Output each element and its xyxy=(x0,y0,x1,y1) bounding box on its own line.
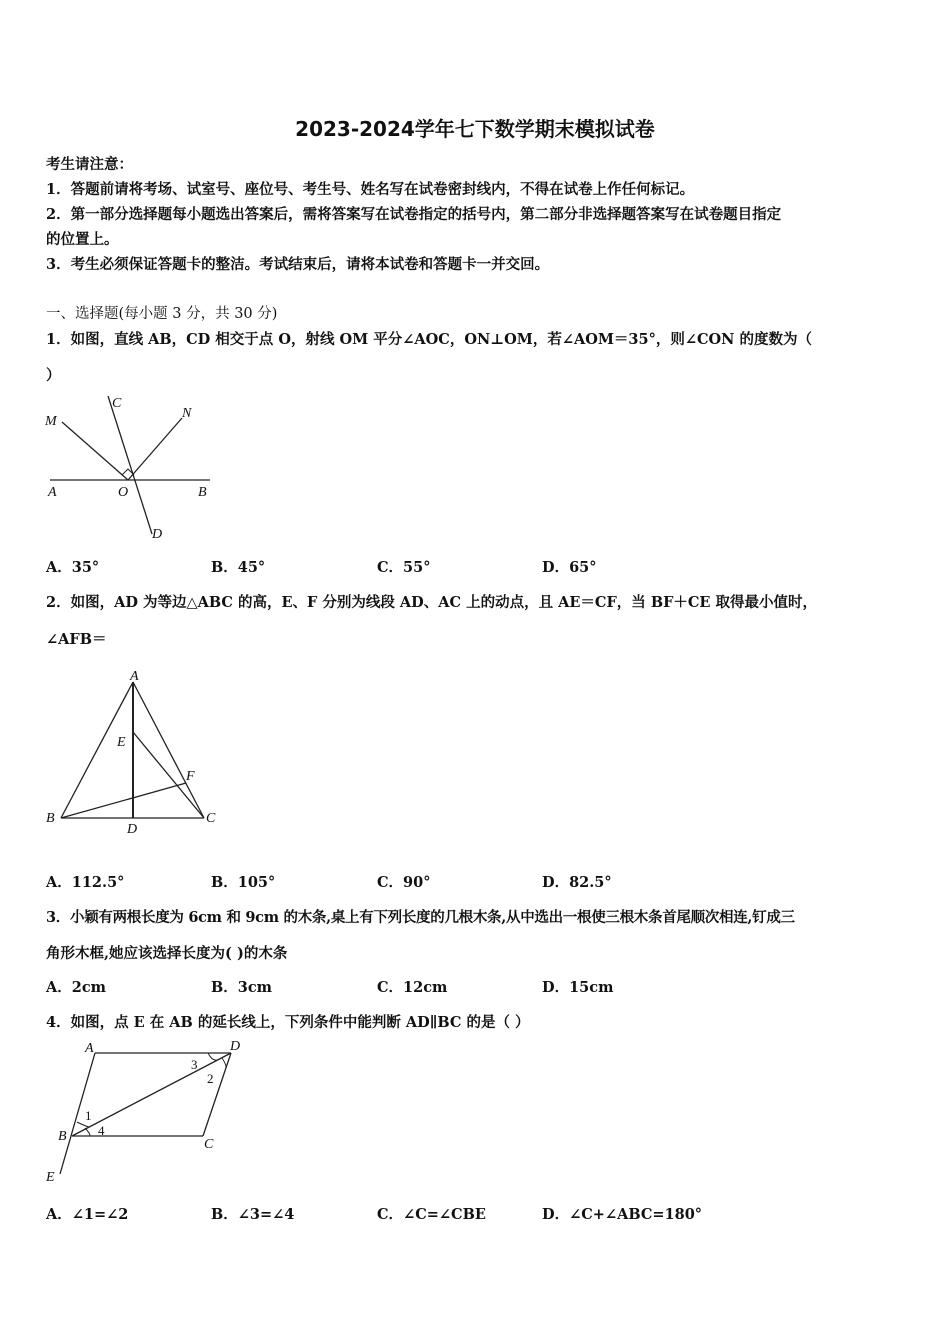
notice-item-2-cont: 的位置上。 xyxy=(46,231,119,248)
q3-option-c: C．12cm xyxy=(377,979,448,996)
q1-option-a: A．35° xyxy=(46,559,100,576)
fig1-label-m: M xyxy=(45,414,57,429)
fig4-label-b: B xyxy=(58,1129,67,1144)
fig2-label-a: A xyxy=(130,669,139,684)
q2-option-a: A．112.5° xyxy=(46,874,125,891)
question-1-figure xyxy=(40,388,220,548)
fig4-label-e: E xyxy=(46,1170,55,1185)
fig1-label-a: A xyxy=(48,485,57,500)
fig1-label-d: D xyxy=(152,527,163,542)
notice-item-3: 3．考生必须保证答题卡的整洁。考试结束后，请将本试卷和答题卡一并交回。 xyxy=(46,256,550,273)
fig4-label-4: 4 xyxy=(98,1123,105,1138)
q2-option-d: D．82.5° xyxy=(542,874,612,891)
q3-option-b: B．3cm xyxy=(211,979,273,996)
fig4-label-2: 2 xyxy=(207,1071,214,1086)
q3-option-a: A．2cm xyxy=(46,979,107,996)
fig4-label-c: C xyxy=(204,1137,214,1152)
fig4-label-a: A xyxy=(85,1041,94,1056)
notice-heading: 考生请注意： xyxy=(46,156,133,173)
q1-option-c: C．55° xyxy=(377,559,431,576)
fig1-label-b: B xyxy=(198,485,207,500)
notice-item-2: 2．第一部分选择题每小题选出答案后，需将答案写在试卷指定的括号内，第二部分非选择题答案写在试卷题目指定 xyxy=(46,206,782,223)
q4-option-d: D．∠C+∠ABC=180° xyxy=(542,1206,703,1223)
q2-option-c: C．90° xyxy=(377,874,431,891)
fig1-label-o: O xyxy=(118,485,129,500)
fig2-label-f: F xyxy=(186,769,195,784)
q3-option-d: D．15cm xyxy=(542,979,614,996)
question-4-figure xyxy=(40,1036,255,1186)
q1-option-d: D．65° xyxy=(542,559,597,576)
fig2-label-d: D xyxy=(127,822,138,837)
question-3-text-cont: 角形木框,她应该选择长度为( )的木条 xyxy=(46,945,288,962)
fig2-label-b: B xyxy=(46,811,55,826)
q1-option-b: B．45° xyxy=(211,559,266,576)
question-1-text-cont: ） xyxy=(46,367,61,384)
question-2-figure xyxy=(40,668,230,843)
q4-option-b: B．∠3=∠4 xyxy=(211,1206,295,1223)
question-2-text-cont: ∠AFB＝ xyxy=(46,631,107,648)
fig4-label-3: 3 xyxy=(191,1057,198,1072)
section-heading: 一、选择题(每小题 3 分，共 30 分) xyxy=(46,306,278,322)
fig2-label-c: C xyxy=(206,811,216,826)
page-title: 2023-2024学年七下数学期末模拟试卷 xyxy=(295,117,655,141)
notice-item-1: 1．答题前请将考场、试室号、座位号、考生号、姓名写在试卷密封线内，不得在试卷上作任何标记。 xyxy=(46,181,695,198)
q4-option-a: A．∠1=∠2 xyxy=(46,1206,129,1223)
fig2-label-e: E xyxy=(117,735,126,750)
fig1-label-n: N xyxy=(182,406,192,421)
question-1-text: 1．如图，直线 AB，CD 相交于点 O，射线 OM 平分∠AOC，ON⊥OM，若∠AOM＝35°，则∠CON 的度数为（ xyxy=(46,331,812,348)
question-4-text: 4．如图，点 E 在 AB 的延长线上，下列条件中能判断 AD∥BC 的是（ ） xyxy=(46,1014,530,1031)
fig4-label-1: 1 xyxy=(85,1108,92,1123)
q2-option-b: B．105° xyxy=(211,874,276,891)
question-2-text: 2．如图，AD 为等边△ABC 的高，E、F 分别为线段 AD、AC 上的动点，且 AE＝CF，当 BF＋CE 取得最小值时， xyxy=(46,594,818,611)
q4-option-c: C．∠C=∠CBE xyxy=(377,1206,486,1223)
fig1-label-c: C xyxy=(112,396,122,411)
fig4-label-d: D xyxy=(230,1039,241,1054)
question-3-text: 3．小颖有两根长度为 6cm 和 9cm 的木条,桌上有下列长度的几根木条,从中选出一根使三根木条首尾顺次相连,钉成三 xyxy=(46,909,795,926)
